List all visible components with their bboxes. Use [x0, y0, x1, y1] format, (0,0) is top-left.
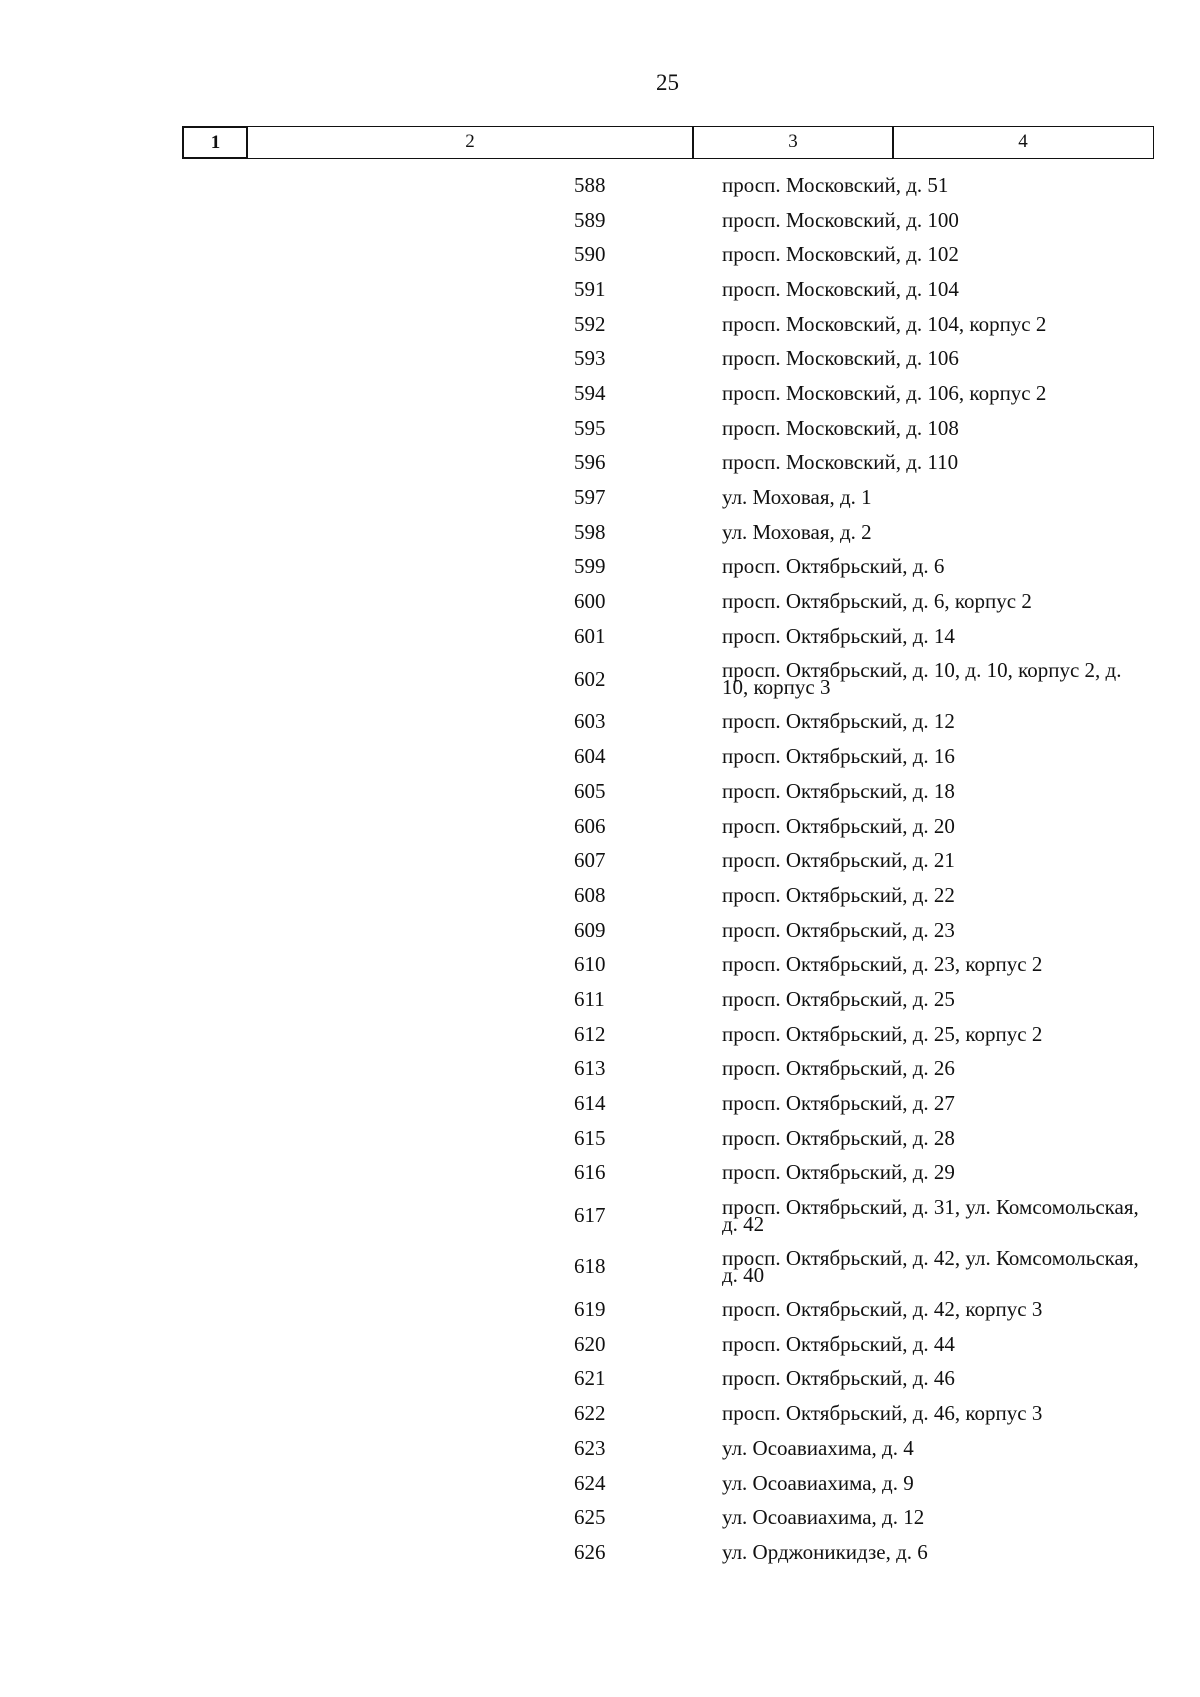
row-number	[0, 450, 632, 475]
row-number	[0, 589, 632, 614]
row-number-text: 623	[574, 1435, 606, 1460]
row-address: просп. Октябрьский, д. 20	[722, 813, 955, 838]
row-number-text: 612	[574, 1021, 606, 1046]
row-number-text: 589	[574, 207, 606, 232]
row-address: просп. Октябрьский, д. 6	[722, 554, 945, 579]
row-number-text: 598	[574, 519, 606, 544]
row-number-text: 607	[574, 848, 606, 873]
row-number	[0, 1022, 632, 1047]
row-number-text: 590	[574, 242, 606, 267]
row-number	[0, 1540, 632, 1565]
row-number	[0, 952, 632, 977]
row-number	[0, 277, 632, 302]
table-row	[0, 843, 1200, 878]
row-number	[0, 709, 632, 734]
row-number	[0, 381, 632, 406]
table-row	[0, 480, 1200, 515]
header-col-3: 3	[692, 126, 894, 159]
row-number	[0, 1401, 632, 1426]
row-number-text: 592	[574, 311, 606, 336]
row-number	[0, 242, 632, 267]
row-number-text: 588	[574, 172, 606, 197]
table-row	[0, 446, 1200, 481]
row-address: ул. Осоавиахима, д. 9	[722, 1470, 914, 1495]
row-number-text: 620	[574, 1331, 606, 1356]
row-number-text: 622	[574, 1401, 606, 1426]
row-address: просп. Октябрьский, д. 16	[722, 744, 955, 769]
row-number-text: 596	[574, 450, 606, 475]
row-number	[0, 173, 632, 198]
row-number-text: 594	[574, 380, 606, 405]
table-row	[0, 774, 1200, 809]
table-row	[0, 1396, 1200, 1431]
table-row	[0, 1241, 1200, 1292]
row-number	[0, 1203, 632, 1228]
row-address: просп. Московский, д. 106	[722, 346, 959, 371]
row-address: ул. Моховая, д. 2	[722, 519, 872, 544]
row-number-text: 603	[574, 709, 606, 734]
row-address: просп. Октябрьский, д. 23	[722, 917, 955, 942]
row-number	[0, 208, 632, 233]
table-header	[182, 126, 1154, 159]
row-number	[0, 312, 632, 337]
row-address: просп. Московский, д. 104	[722, 276, 959, 301]
table-row	[0, 1052, 1200, 1087]
table-row	[0, 1017, 1200, 1052]
address-list	[0, 168, 1200, 1570]
row-number-text: 608	[574, 882, 606, 907]
row-address: просп. Октябрьский, д. 18	[722, 778, 955, 803]
table-row	[0, 272, 1200, 307]
table-row	[0, 1362, 1200, 1397]
row-address: просп. Октябрьский, д. 21	[722, 848, 955, 873]
row-address: просп. Октябрьский, д. 29	[722, 1160, 955, 1185]
row-number-text: 605	[574, 778, 606, 803]
row-address: просп. Московский, д. 104, корпус 2	[722, 311, 1047, 336]
row-number	[0, 1436, 632, 1461]
row-number	[0, 554, 632, 579]
row-number-text: 610	[574, 952, 606, 977]
table-row	[0, 168, 1200, 203]
table-row	[0, 1121, 1200, 1156]
row-number	[0, 667, 632, 692]
table-row	[0, 705, 1200, 740]
table-row	[0, 584, 1200, 619]
row-address: просп. Московский, д. 108	[722, 415, 959, 440]
row-number	[0, 883, 632, 908]
table-row	[0, 515, 1200, 550]
row-number	[0, 1505, 632, 1530]
table-row	[0, 913, 1200, 948]
row-number	[0, 848, 632, 873]
row-number-text: 609	[574, 917, 606, 942]
row-number	[0, 987, 632, 1012]
table-row	[0, 619, 1200, 654]
row-number-text: 601	[574, 623, 606, 648]
row-number	[0, 1332, 632, 1357]
row-number	[0, 779, 632, 804]
header-col-4: 4	[892, 126, 1154, 159]
row-address: просп. Октябрьский, д. 31, ул. Комсомольская, д. 42	[722, 1194, 1139, 1236]
row-address: ул. Осоавиахима, д. 4	[722, 1435, 914, 1460]
table-row	[0, 982, 1200, 1017]
row-number	[0, 485, 632, 510]
row-number	[0, 1471, 632, 1496]
row-address: просп. Октябрьский, д. 6, корпус 2	[722, 589, 1032, 614]
row-number	[0, 1126, 632, 1151]
row-address: просп. Октябрьский, д. 46	[722, 1366, 955, 1391]
table-row	[0, 1500, 1200, 1535]
row-number	[0, 918, 632, 943]
row-number	[0, 416, 632, 441]
row-address: просп. Октябрьский, д. 25	[722, 986, 955, 1011]
row-number-text: 615	[574, 1125, 606, 1150]
table-row	[0, 1292, 1200, 1327]
table-row	[0, 1535, 1200, 1570]
row-address: просп. Московский, д. 110	[722, 450, 959, 475]
row-number-text: 599	[574, 554, 606, 579]
table-row	[0, 947, 1200, 982]
row-address: просп. Октябрьский, д. 12	[722, 709, 955, 734]
row-number	[0, 1366, 632, 1391]
table-row	[0, 809, 1200, 844]
row-number-text: 616	[574, 1160, 606, 1185]
row-number-text: 604	[574, 744, 606, 769]
row-number-text: 619	[574, 1297, 606, 1322]
row-number	[0, 1160, 632, 1185]
row-address: просп. Октябрьский, д. 25, корпус 2	[722, 1021, 1043, 1046]
row-number-text: 621	[574, 1366, 606, 1391]
row-address: просп. Октябрьский, д. 10, д. 10, корпус 2, д. 10, корпус 3	[722, 658, 1122, 700]
row-address: просп. Московский, д. 51	[722, 172, 949, 197]
row-number	[0, 1254, 632, 1279]
row-address: ул. Осоавиахима, д. 12	[722, 1505, 925, 1530]
header-col-1: 1	[182, 126, 248, 159]
table-row	[0, 1086, 1200, 1121]
row-number-text: 618	[574, 1254, 606, 1279]
row-number-text: 626	[574, 1539, 606, 1564]
row-number-text: 600	[574, 589, 606, 614]
row-number	[0, 1297, 632, 1322]
row-number-text: 606	[574, 813, 606, 838]
row-number	[0, 1091, 632, 1116]
row-address: просп. Московский, д. 102	[722, 242, 959, 267]
row-address: просп. Октябрьский, д. 42, ул. Комсомольская, д. 40	[722, 1245, 1139, 1287]
row-address: просп. Октябрьский, д. 46, корпус 3	[722, 1401, 1043, 1426]
row-address: просп. Октябрьский, д. 26	[722, 1056, 955, 1081]
row-address: просп. Октябрьский, д. 14	[722, 623, 955, 648]
row-number-text: 613	[574, 1056, 606, 1081]
row-number-text: 597	[574, 485, 606, 510]
row-number	[0, 624, 632, 649]
row-number	[0, 744, 632, 769]
row-address: просп. Московский, д. 100	[722, 207, 959, 232]
table-row	[0, 376, 1200, 411]
row-address: просп. Октябрьский, д. 23, корпус 2	[722, 952, 1043, 977]
row-number	[0, 1056, 632, 1081]
row-number-text: 602	[574, 666, 606, 691]
row-number-text: 617	[574, 1203, 606, 1228]
row-number-text: 593	[574, 346, 606, 371]
table-row	[0, 203, 1200, 238]
row-number	[0, 520, 632, 545]
row-number	[0, 814, 632, 839]
header-col-2: 2	[246, 126, 694, 159]
row-address: просп. Октябрьский, д. 27	[722, 1091, 955, 1116]
row-number-text: 611	[574, 986, 605, 1011]
table-row	[0, 307, 1200, 342]
row-number-text: 624	[574, 1470, 606, 1495]
table-row	[0, 550, 1200, 585]
table-row	[0, 1431, 1200, 1466]
row-address: просп. Октябрьский, д. 22	[722, 882, 955, 907]
table-row	[0, 237, 1200, 272]
row-number-text: 625	[574, 1505, 606, 1530]
table-row	[0, 341, 1200, 376]
row-address: просп. Октябрьский, д. 44	[722, 1331, 955, 1356]
table-row	[0, 411, 1200, 446]
row-address: ул. Орджоникидзе, д. 6	[722, 1539, 928, 1564]
row-number-text: 591	[574, 276, 606, 301]
row-number-text: 614	[574, 1091, 606, 1116]
table-row	[0, 878, 1200, 913]
table-row	[0, 1327, 1200, 1362]
table-row	[0, 1466, 1200, 1501]
table-row	[0, 654, 1200, 705]
row-address: просп. Октябрьский, д. 42, корпус 3	[722, 1297, 1043, 1322]
table-row	[0, 1156, 1200, 1191]
table-row	[0, 739, 1200, 774]
row-address: просп. Октябрьский, д. 28	[722, 1125, 955, 1150]
row-address: просп. Московский, д. 106, корпус 2	[722, 380, 1047, 405]
row-address: ул. Моховая, д. 1	[722, 485, 872, 510]
table-row	[0, 1190, 1200, 1241]
page-number: 25	[656, 70, 679, 95]
row-number	[0, 346, 632, 371]
row-number-text: 595	[574, 415, 606, 440]
